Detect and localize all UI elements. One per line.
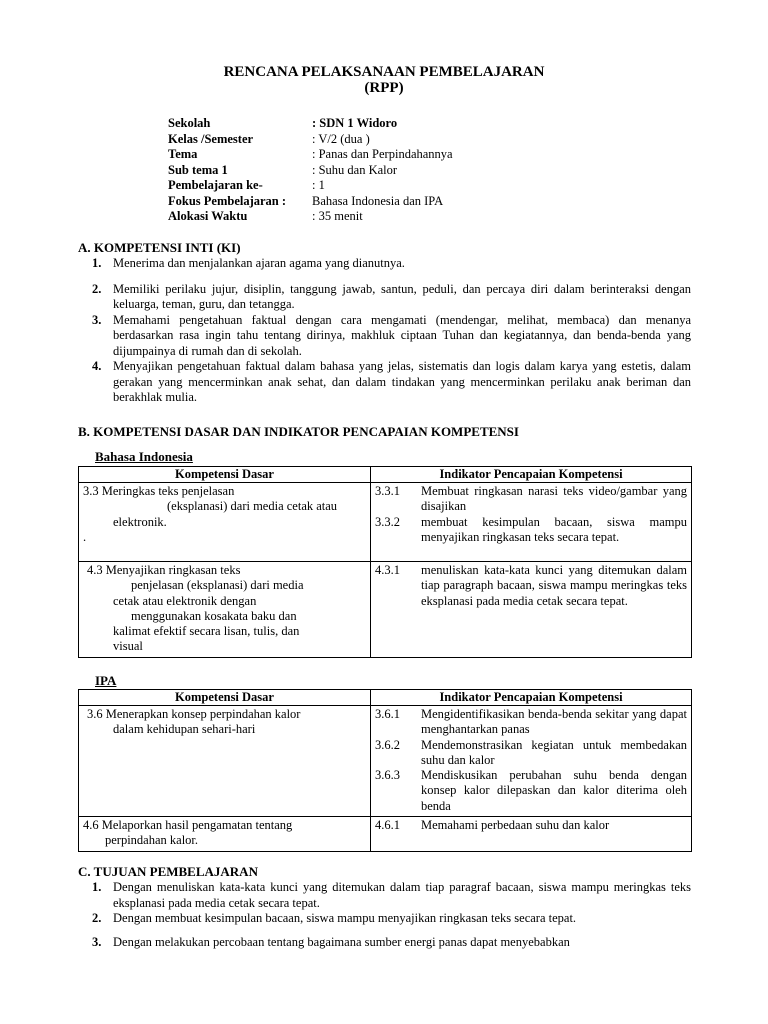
table-row	[79, 483, 692, 562]
info-row-time: Alokasi Waktu : 35 menit	[168, 209, 363, 223]
list-item: 3. Memahami pengetahuan faktual dengan cara mengamati (mendengar, melihat, membaca) dan menanya berdasarkan rasa ingin tahu tentang dirinya, makhluk ciptaan Tuhan dan kegiatannya, dan benda-benda yang dijumpainya di rumah dan di sekolah.	[92, 312, 691, 358]
section-c-heading: C. TUJUAN PEMBELAJARAN	[78, 864, 258, 879]
section-a-heading: A. KOMPETENSI INTI (KI)	[78, 240, 241, 255]
bahasa-table	[78, 466, 692, 658]
table-row	[79, 817, 692, 852]
indicator-item: 3.3.2 membuat kesimpulan bacaan, siswa mampu menyajikan ringkasan teks secara tepat.	[375, 514, 687, 544]
indicator-cell	[371, 483, 692, 562]
column-header-kd: Kompetensi Dasar	[79, 467, 371, 483]
list-item: 4. Menyajikan pengetahuan faktual dalam bahasa yang jelas, sistematis dan logis dalam karya yang estetis, dalam gerakan yang mencerminkan anak sehat, dan dalam tindakan yang mencerminkan perilaku anak beriman dan berakhlak mulia.	[92, 359, 691, 404]
subject-label-ipa: IPA	[95, 673, 117, 688]
kd-cell: 3.3 Meringkas teks penjelasan (eksplanasi) dari media cetak atau elektronik. .	[79, 483, 371, 562]
column-header-ipk: Indikator Pencapaian Kompetensi	[371, 690, 692, 706]
subject-label-bahasa: Bahasa Indonesia	[95, 449, 193, 464]
table-header-row	[79, 690, 692, 706]
table-row	[79, 562, 692, 658]
table-row	[79, 706, 692, 817]
document-subtitle: (RPP)	[364, 80, 404, 96]
info-row-subtheme: Sub tema 1 : Suhu dan Kalor	[168, 162, 398, 177]
ki-list	[92, 256, 691, 406]
info-row-lesson: Pembelajaran ke- : 1	[168, 178, 325, 192]
list-item: 1. Dengan menuliskan kata-kata kunci yang ditemukan dalam tiap paragraf bacaan, siswa mampu meringkas teks eksplanasi pada media cetak secara tepat.	[92, 880, 691, 910]
document-title: RENCANA PELAKSANAAN PEMBELAJARAN	[223, 64, 545, 80]
info-row-focus: Fokus Pembelajaran : Bahasa Indonesia dan IPA	[168, 193, 444, 208]
table-header-row	[79, 467, 692, 483]
list-item: 2. Dengan membuat kesimpulan bacaan, siswa mampu menyajikan ringkasan teks secara tepat.	[92, 911, 577, 925]
ipa-table	[78, 689, 692, 852]
list-item: 2. Memiliki perilaku jujur, disiplin, tanggung jawab, santun, peduli, dan percaya diri dalam berinteraksi dengan keluarga, teman, guru, dan tetangga.	[92, 281, 691, 311]
kd-cell: 3.6 Menerapkan konsep perpindahan kalor dalam kehidupan sehari-hari	[79, 706, 371, 817]
indicator-item: 3.3.1 Membuat ringkasan narasi teks video/gambar yang disajikan	[375, 484, 687, 514]
column-header-ipk: Indikator Pencapaian Kompetensi	[371, 467, 692, 483]
indicator-item: 4.6.1 Memahami perbedaan suhu dan kalor	[375, 818, 610, 833]
indicator-item: 4.3.1 menuliskan kata-kata kunci yang ditemukan dalam tiap paragraph bacaan, siswa mampu meringkas teks eksplanasi pada media cetak secara tepat.	[375, 563, 687, 608]
indicator-cell	[371, 817, 692, 852]
info-row-school: Sekolah : SDN 1 Widoro	[168, 116, 398, 130]
list-item: 1. Menerima dan menjalankan ajaran agama yang dianutnya.	[92, 256, 405, 270]
column-header-kd: Kompetensi Dasar	[79, 690, 371, 706]
indicator-item: 3.6.3 Mendiskusikan perubahan suhu benda dengan konsep kalor dilepaskan dan kalor diterima oleh benda	[375, 768, 687, 813]
info-row-theme: Tema : Panas dan Perpindahannya	[168, 147, 453, 161]
indicator-cell	[371, 562, 692, 658]
tujuan-list	[92, 880, 691, 950]
indicator-item: 3.6.1 Mengidentifikasikan benda-benda sekitar yang dapat menghantarkan panas	[375, 707, 687, 737]
identity-block	[168, 116, 453, 225]
kd-cell: 4.6 Melaporkan hasil pengamatan tentang perpindahan kalor.	[79, 817, 371, 852]
list-item: 3. Dengan melakukan percobaan tentang bagaimana sumber energi panas dapat menyebabkan	[92, 934, 570, 949]
section-b-heading: B. KOMPETENSI DASAR DAN INDIKATOR PENCAPAIAN KOMPETENSI	[78, 424, 519, 439]
info-row-class: Kelas /Semester : V/2 (dua )	[168, 131, 370, 146]
indicator-item: 3.6.2 Mendemonstrasikan kegiatan untuk membedakan suhu dan kalor	[375, 737, 687, 767]
kd-cell: 4.3 Menyajikan ringkasan teks penjelasan (eksplanasi) dari media cetak atau elektronik dengan menggunakan kosakata baku dan kalimat efektif secara lisan, tulis, dan visual	[79, 562, 371, 658]
indicator-cell	[371, 706, 692, 817]
